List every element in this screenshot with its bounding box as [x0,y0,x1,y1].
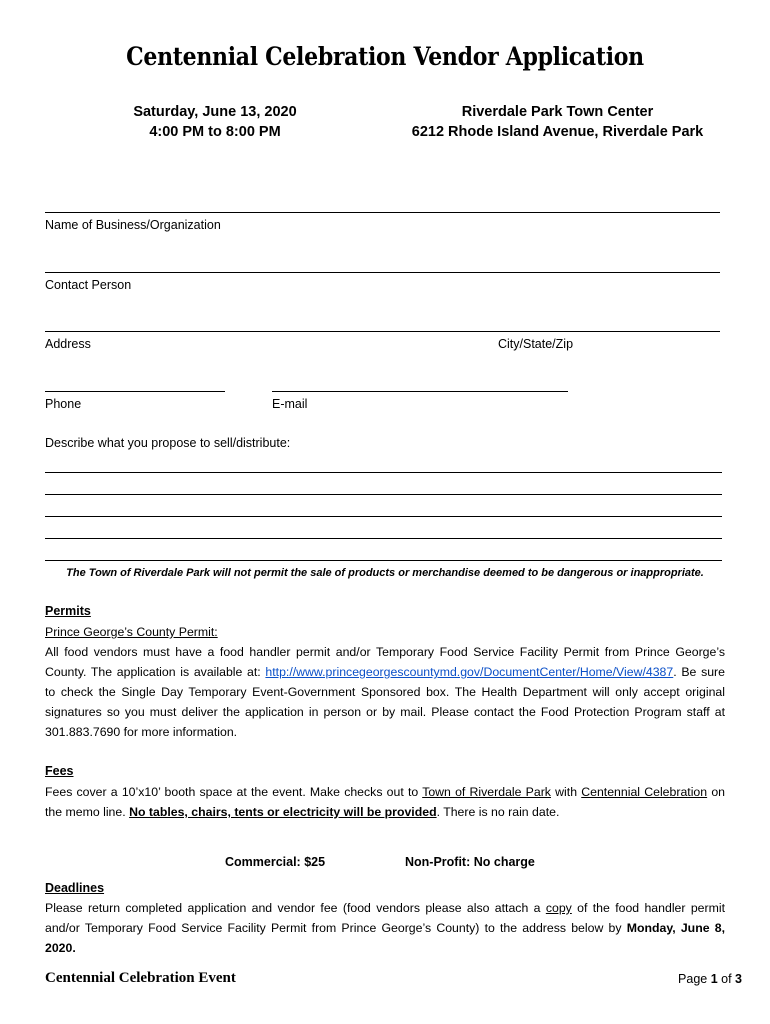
event-address: 6212 Rhode Island Avenue, Riverdale Park [411,124,704,140]
deadlines-copy: copy [545,901,572,915]
fees-text-3: on the memo line. [45,785,725,819]
describe-line-3[interactable] [45,516,722,517]
permits-text-2: . Be sure to check the Single Day Temporary Event-Government Sponsored box. The Health Department will only accept original signatures so you must deliver the application in person or by mail. Please contact the Food Protection Program staff at 301.883.7690 for more information. [45,665,725,739]
describe-line-4[interactable] [45,538,722,539]
permits-paragraph [45,642,725,742]
page-title: Centennial Celebration Vendor Application [126,42,644,72]
fees-text-4: . There is no rain date. [436,805,560,819]
city-state-zip-label: City/State/Zip [498,337,574,351]
event-date: Saturday, June 13, 2020 [133,104,297,120]
fees-payee: Town of Riverdale Park [422,785,551,799]
permits-text-1: All food vendors must have a food handler permit and/or Temporary Food Service Facility Permit from Prince George’s County. The application is available at: [45,645,725,679]
page-current: 1 [710,972,718,986]
describe-label: Describe what you propose to sell/distribute: [45,436,291,450]
commercial-fee: Commercial: $25 [225,855,326,869]
deadlines-heading: Deadlines [45,881,105,895]
page-prefix: Page [678,972,711,986]
page-sep: of [717,972,736,986]
page-number [678,972,742,986]
permits-heading: Permits [45,604,91,618]
phone-label: Phone [45,397,82,411]
county-permit-link[interactable]: http://www.princegeorgescountymd.gov/DocumentCenter/Home/View/4387 [265,665,674,679]
address-line[interactable] [45,331,720,332]
deadlines-text-1: Please return completed application and vendor fee (food vendors please also attach a [45,901,546,915]
address-label: Address [45,337,91,351]
email-label: E-mail [272,397,308,411]
event-location [385,102,730,142]
describe-line-1[interactable] [45,472,722,473]
describe-line-2[interactable] [45,494,722,495]
event-venue: Riverdale Park Town Center [461,104,654,120]
deadlines-text-2: of the food handler permit and/or Temporary Food Service Facility Permit from Prince George’s County) to the address below by [45,901,725,935]
fees-warning: No tables, chairs, tents or electricity will be provided [129,805,437,819]
fees-heading: Fees [45,764,74,778]
fees-paragraph [45,782,725,822]
business-name-line[interactable] [45,212,720,213]
contact-person-line[interactable] [45,272,720,273]
permits-section [45,622,725,742]
county-permit-subheading: Prince George’s County Permit: [45,625,218,639]
event-time: 4:00 PM to 8:00 PM [149,124,281,140]
restriction-notice: The Town of Riverdale Park will not permit the sale of products or merchandise deemed to be dangerous or inappropriate. [66,567,704,579]
email-line[interactable] [272,391,568,392]
fees-memo: Centennial Celebration [581,785,708,799]
deadline-date: Monday, June 8, 2020. [45,921,725,955]
describe-line-5[interactable] [45,560,722,561]
event-datetime [105,102,325,142]
footer-event-name: Centennial Celebration Event [45,970,236,986]
business-name-label: Name of Business/Organization [45,218,221,232]
phone-line[interactable] [45,391,225,392]
deadlines-paragraph [45,898,725,958]
fees-text-2: with [550,785,582,799]
contact-person-label: Contact Person [45,278,132,292]
page-total: 3 [735,972,742,986]
nonprofit-fee: Non-Profit: No charge [405,855,535,869]
fees-text-1: Fees cover a 10’x10’ booth space at the event. Make checks out to [45,785,423,799]
